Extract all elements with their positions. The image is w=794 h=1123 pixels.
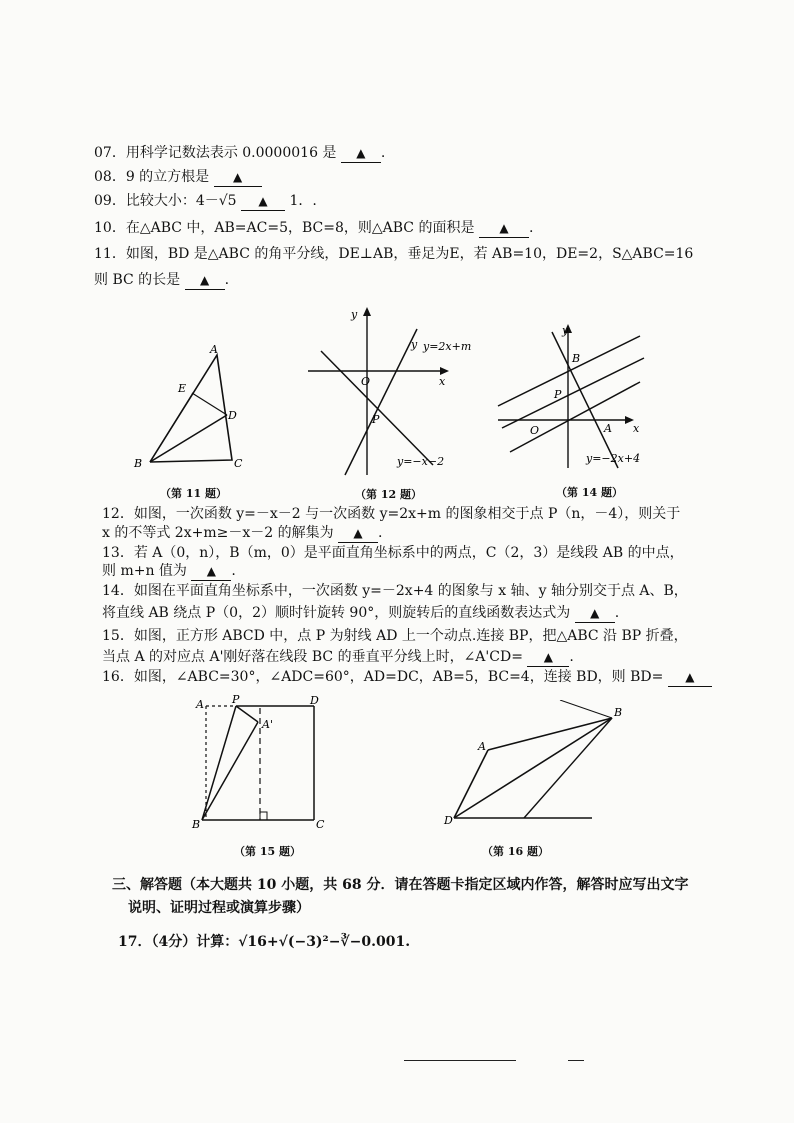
question-12-end: .	[378, 525, 383, 541]
question-16-text: 16．如图，∠ABC=30°，∠ADC=60°，AD=DC，AB=5，BC=4，连接 BD，则 BD=	[102, 669, 664, 685]
question-10-end: .	[528, 220, 534, 236]
fig16-label-D: D	[444, 814, 453, 827]
figure-14-caption: （第 14 题）	[556, 486, 623, 499]
question-14-text: 14．如图在平面直角坐标系中，一次函数 y=－2x+4 的图象与 x 轴、y 轴分别交于点 A、B，	[102, 583, 688, 599]
figure-11	[130, 335, 260, 475]
question-14-text-2: 将直线 AB 绕点 P（0，2）顺时针旋转 90°，则旋转后的直线函数表达式为	[102, 605, 571, 621]
question-13-line-2	[102, 562, 236, 581]
answer-blank-marker: ▲	[356, 146, 366, 160]
answer-blank-marker: ▲	[543, 650, 553, 664]
fig12-label-y-letter: y	[411, 338, 418, 351]
question-11-line-1	[94, 245, 693, 263]
fig15-label-A-prime: A'	[262, 718, 273, 731]
answer-blank-marker: ▲	[685, 670, 695, 684]
figure-16	[440, 700, 630, 830]
question-15-line-1	[102, 627, 688, 645]
answer-blank-marker: ▲	[590, 606, 600, 620]
bottom-rule-mark	[404, 1060, 516, 1061]
fig12-line1-label: y=2x+m	[423, 340, 472, 353]
section-3-heading-text: 三、解答题（本大题共 10 小题，共 68 分．请在答题卡指定区域内作答，解答时应写出文字	[112, 877, 689, 893]
fig12-label-O: O	[361, 375, 371, 388]
question-13-line-1	[102, 544, 684, 562]
question-15-end: .	[569, 649, 574, 665]
bottom-rule-mark-small	[568, 1060, 584, 1061]
question-11-line-2	[94, 271, 229, 290]
figure-14	[490, 322, 650, 472]
question-13-text: 13．若 A（0，n），B（m，0）是平面直角坐标系中的两点，C（2，3）是线段 AB 的中点，	[102, 545, 684, 561]
fig14-label-B: B	[572, 352, 581, 365]
question-14-line-1	[102, 582, 688, 600]
answer-blank-marker: ▲	[353, 526, 363, 540]
question-12-line-2	[102, 524, 383, 543]
question-13-end: .	[231, 563, 236, 579]
question-16	[102, 668, 712, 687]
question-14-end: .	[614, 605, 620, 621]
fig12-label-y: y	[351, 308, 358, 321]
fig14-label-O: O	[530, 424, 540, 437]
fig14-label-x: x	[633, 422, 640, 435]
question-15-line-2	[102, 648, 574, 667]
answer-blank-marker: ▲	[200, 273, 210, 287]
question-17	[118, 933, 410, 951]
question-12-text: 12．如图，一次函数 y=－x－2 与一次函数 y=2x+m 的图象相交于点 P（n，－4），则关于	[102, 506, 681, 522]
fig12-line2-label: y=−x−2	[397, 455, 445, 468]
figure-15-caption: （第 15 题）	[234, 845, 301, 858]
figure-15	[190, 694, 330, 834]
fig15-label-P: P	[232, 694, 240, 706]
question-07-end: .	[380, 145, 386, 161]
question-09-end: 1．.	[289, 193, 317, 209]
answer-blank-marker: ▲	[233, 170, 243, 184]
fig14-line-label: y=−2x+4	[586, 452, 641, 465]
fig15-label-C: C	[316, 818, 325, 831]
question-09	[94, 192, 317, 211]
answer-blank-marker: ▲	[499, 221, 509, 235]
figure-12	[305, 305, 475, 480]
fig11-label-C: C	[234, 457, 243, 470]
fig14-label-A: A	[604, 422, 612, 435]
question-10	[94, 219, 533, 238]
figure-16-caption: （第 16 题）	[482, 845, 549, 858]
question-17-text: 17．（4分）计算：√16+√(−3)²−∛−0.001.	[118, 934, 411, 950]
question-15-text-2: 当点 A 的对应点 A'刚好落在线段 BC 的垂直平分线上时，∠A'CD=	[102, 649, 523, 665]
fig11-label-E: E	[178, 382, 187, 395]
fig15-label-A: A	[196, 698, 204, 711]
section-3-heading	[112, 876, 688, 894]
fig11-label-B: B	[134, 457, 143, 470]
fig12-label-P: P	[372, 413, 380, 426]
question-09-text: 09．比较大小：4－√5	[94, 193, 237, 209]
fig11-label-D: D	[228, 409, 237, 422]
question-11-end: .	[224, 272, 230, 288]
question-11-text: 11．如图，BD 是△ABC 的角平分线，DE⊥AB，垂足为E，若 AB=10，DE=2，S△ABC=16	[94, 246, 694, 262]
question-12-text-2: x 的不等式 2x+m≥－x－2 的解集为	[102, 525, 334, 541]
figure-11-caption: （第 11 题）	[160, 487, 227, 500]
fig12-label-x: x	[439, 375, 446, 388]
fig11-label-A: A	[210, 343, 218, 356]
question-08-text: 08．9 的立方根是	[94, 169, 210, 185]
answer-blank-marker: ▲	[206, 564, 216, 578]
question-12-line-1	[102, 505, 680, 523]
answer-blank-marker: ▲	[258, 194, 268, 208]
fig15-label-B: B	[192, 818, 201, 831]
question-08	[94, 168, 262, 187]
question-07-text: 07．用科学记数法表示 0.0000016 是	[94, 145, 337, 161]
fig16-label-B: B	[614, 706, 623, 719]
fig15-label-D: D	[310, 694, 319, 707]
fig14-label-y: y	[562, 324, 569, 337]
question-07	[94, 144, 385, 163]
question-11-text-2: 则 BC 的长是	[94, 272, 181, 288]
fig16-label-A: A	[478, 740, 486, 753]
section-3-heading-text-2: 说明、证明过程或演算步骤）	[128, 900, 310, 916]
fig14-label-P: P	[554, 388, 562, 401]
section-3-heading-line-2	[128, 899, 310, 917]
figure-12-caption: （第 12 题）	[355, 488, 422, 501]
question-14-line-2	[102, 604, 619, 623]
question-10-text: 10．在△ABC 中，AB=AC=5，BC=8，则△ABC 的面积是	[94, 220, 475, 236]
question-15-text: 15．如图，正方形 ABCD 中，点 P 为射线 AD 上一个动点.连接 BP，把△ABC 沿 BP 折叠，	[102, 628, 688, 644]
question-13-text-2: 则 m+n 值为	[102, 563, 187, 579]
